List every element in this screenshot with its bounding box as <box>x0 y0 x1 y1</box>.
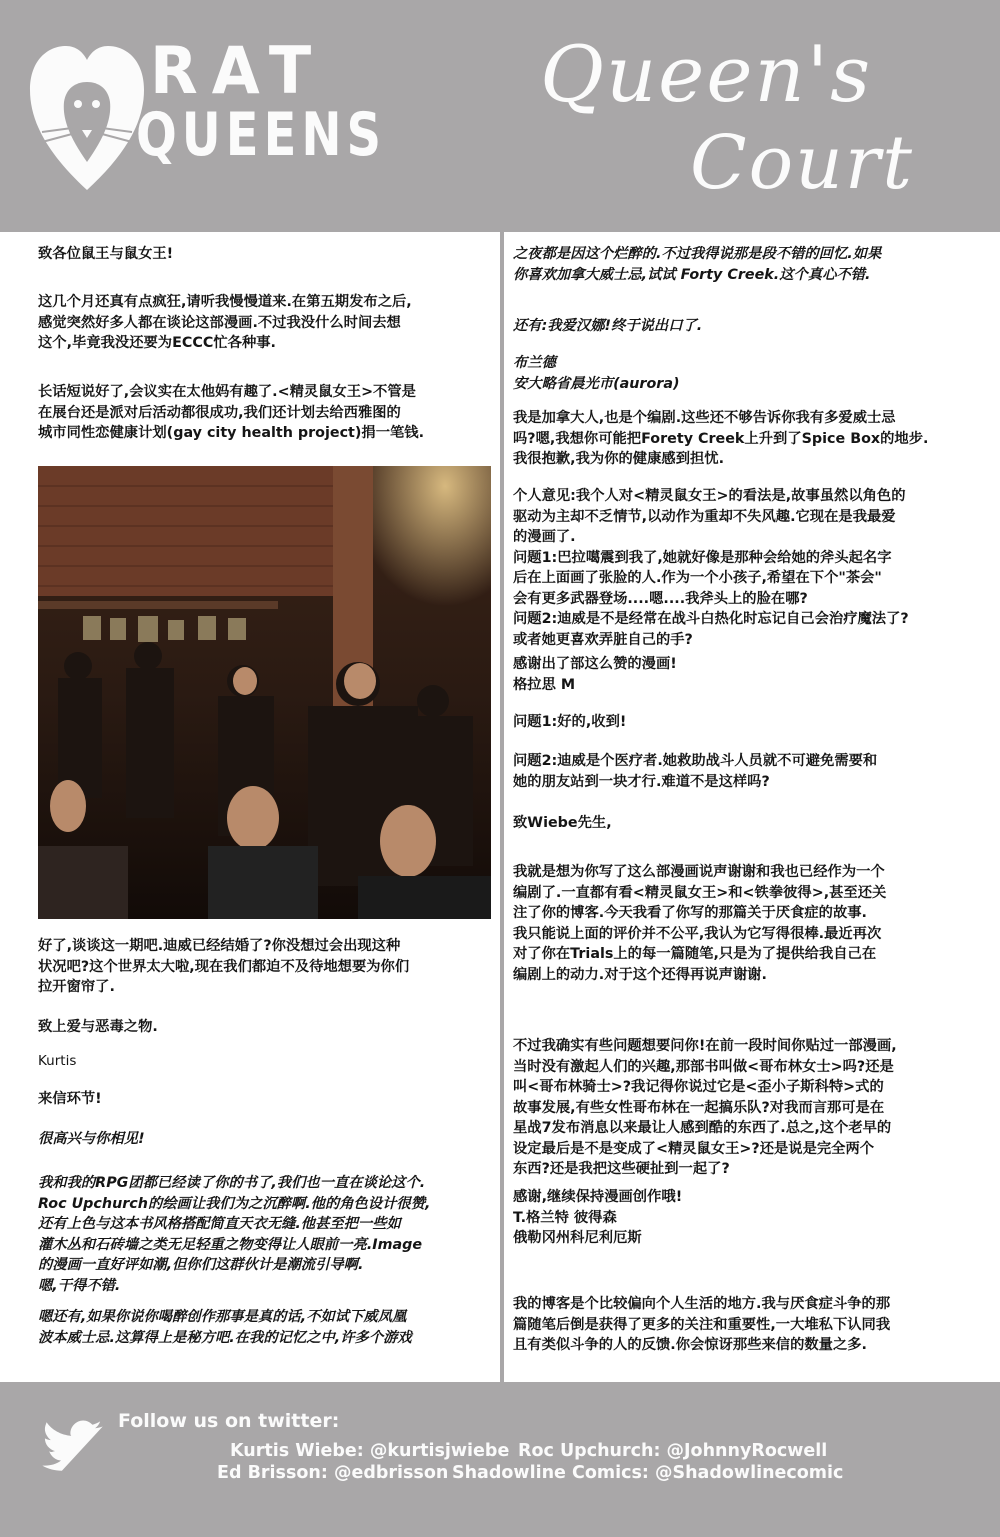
follow-heading: Follow us on twitter: <box>118 1410 340 1432</box>
paragraph: 好了,谈谈这一期吧.迪威已经结婚了?你没想过会出现这种 状况吧?这个世界太大啦,现在我们都迫不及待地想要为你们 拉开窗帘了. <box>38 938 410 995</box>
paragraph: 我是加拿大人,也是个编剧.这些还不够告诉你我有多爱威士忌 吗?嗯,我想你可能把Forety Creek上升到了Spice Box的地步. 我很抱歉,我为你的健康感到担忧. <box>513 410 929 467</box>
paragraph: 长话短说好了,会议实在太他妈有趣了.<精灵鼠女王>不管是 在展台还是派对后活动都很成功,我们还计划去给西雅图的 城市同性恋健康计划(gay city health project)捐一笔钱. <box>38 384 425 441</box>
section-title-line1: Queen's <box>540 30 873 120</box>
paragraph: 问题1:好的,收到! <box>513 714 627 730</box>
paragraph: 嗯还有,如果你说你喝醉创作那事是真的话,不如试下威凤凰 波本威士忌.这算得上是秘方吧.在我的记忆之中,许多个游戏 <box>38 1309 412 1346</box>
logo-queens-word: QUEENS <box>136 100 387 170</box>
paragraph: 我就是想为你写了这么部漫画说声谢谢和我也已经作为一个 编剧了.一直都有看<精灵鼠女王>和<铁拳彼得>,甚至还关 注了你的博客.今天我看了你写的那篇关于厌食症的故事. 我只能说上面的评价并不公平,我认为它写得很棒.最近再次 对了你在Trials上的每一篇随笔,只是为了提供给我自己在 编剧上的动力.对于这个还得再说声谢谢. <box>513 864 887 983</box>
section-title-line2: Court <box>690 120 914 206</box>
paragraph: 之夜都是因这个烂醉的.不过我得说那是段不错的回忆.如果 你喜欢加拿大威士忌,试试 Forty Creek.这个真心不错. <box>513 246 882 283</box>
footer-banner <box>0 1382 1000 1537</box>
paragraph: 这几个月还真有点疯狂,请听我慢慢道来.在第五期发布之后, 感觉突然好多人都在谈论这部漫画.不过我没什么时间去想 这个,毕竟我没还要为ECCC忙各种事. <box>38 294 412 351</box>
letter-signoff: 布兰德 安大略省晨光市(aurora) <box>513 355 680 392</box>
section-heading: 来信环节! <box>38 1091 102 1107</box>
twitter-handle: Kurtis Wiebe: @kurtisjwiebe <box>230 1441 510 1461</box>
right-column <box>513 240 968 1380</box>
paragraph: 我的博客是个比较偏向个人生活的地方.我与厌食症斗争的那 篇随笔后倒是获得了更多的关注和重要性,一大堆私下认同我 且有类似斗争的人的反馈.你会惊讶那些来信的数量之多. <box>513 1296 891 1353</box>
header-banner <box>0 0 1000 232</box>
twitter-handle: Ed Brisson: @edbrisson <box>217 1463 449 1483</box>
event-photo <box>38 466 491 919</box>
paragraph: 我和我的RPG团都已经读了你的书了,我们也一直在谈论这个. Roc Upchurch的绘画让我们为之沉醉啊.他的角色设计很赞, 还有上色与这本书风格搭配简直天衣无缝.他甚至把一些如 灌木丛和石砖墙之类无足轻重之物变得让人眼前一亮.Image 的漫画一直好评如潮,但你们这群伙计是潮流引导啊. 嗯,干得不错. <box>38 1175 431 1294</box>
paragraph: 问题2:迪威是个医疗者.她救助战斗人员就不可避免需要和 她的朋友站到一块才行.难道不是这样吗? <box>513 753 878 790</box>
twitter-handle: Shadowline Comics: @Shadowlinecomic <box>452 1463 844 1483</box>
logo-rat-word: RAT <box>150 32 326 109</box>
paragraph: 个人意见:我个人对<精灵鼠女王>的看法是,故事虽然以角色的 驱动为主却不乏情节,以动作为重却不失风趣.它现在是我最爱 的漫画了. 问题1:巴拉噶震到我了,她就好像是那种会给她的斧头起名字 后在上面画了张脸的人.作为一个小孩子,希望在下个"茶会" 会有更多武器登场....嗯....我斧头上的脸在哪? 问题2:迪威是不是经常在战斗白热化时忘记自己会治疗魔法了? 或者她更喜欢弄脏自己的手? <box>513 488 909 648</box>
twitter-handle: Roc Upchurch: @JohnnyRocwell <box>518 1441 828 1461</box>
paragraph: 还有:我爱汉娜!终于说出口了. <box>513 318 703 334</box>
crowd-photo-icon <box>38 466 491 919</box>
letter-salutation: 致Wiebe先生, <box>513 815 612 831</box>
paragraph: 致上爱与恶毒之物. <box>38 1019 158 1035</box>
letter-signoff: 感谢,继续保持漫画创作哦! T.格兰特 彼得森 俄勒冈州科尼利厄斯 <box>513 1189 683 1246</box>
paragraph: 不过我确实有些问题想要问你!在前一段时间你贴过一部漫画, 当时没有激起人们的兴趣,那部书叫做<哥布林女士>吗?还是 叫<哥布林骑士>?我记得你说过它是<歪小子斯科特>式的 故事发展,有些女性哥布林在一起搞乐队?对我而言那可是在 星战7发布消息以来最让人感到酷的东西了.总之,这个老早的 设定最后是不是变成了<精灵鼠女王>?还是说是完全两个 东西?还是我把这些硬扯到一起了? <box>513 1038 897 1177</box>
column-divider <box>500 232 504 1382</box>
paragraph: 很高兴与你相见! <box>38 1131 145 1147</box>
letter-salutation: 致各位鼠王与鼠女王! <box>38 246 174 262</box>
twitter-bird-icon <box>40 1418 104 1478</box>
rat-heart-logo-icon <box>28 42 146 192</box>
signature: Kurtis <box>38 1053 77 1069</box>
letter-signoff: 感谢出了部这么赞的漫画! 格拉思 M <box>513 656 677 693</box>
